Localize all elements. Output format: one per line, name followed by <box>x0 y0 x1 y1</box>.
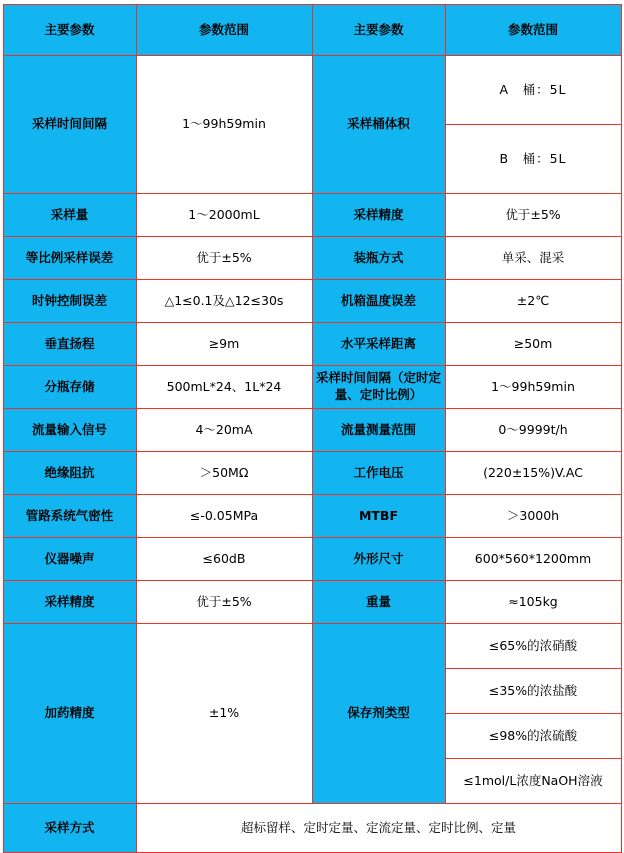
row-value-preservative-4: ≤1mol/L浓度NaOH溶液 <box>445 759 621 804</box>
row-value-sampling-mode: 超标留样、定时定量、定流定量、定时比例、定量 <box>136 804 621 853</box>
row-value-barrel-a: A 桶：5L <box>445 56 621 125</box>
row-label-sampling-interval: 采样时间间隔 <box>3 56 136 194</box>
specification-table <box>3 4 622 853</box>
table-row <box>3 194 621 237</box>
row-value-preservative-2: ≤35%的浓盐酸 <box>445 669 621 714</box>
row-value-cabinet-temp-error: ±2℃ <box>445 280 621 323</box>
row-value-sampling-accuracy-2: 优于±5% <box>136 581 312 624</box>
row-label-bottling-mode: 装瓶方式 <box>312 237 445 280</box>
row-value-clock-error: △1≤0.1及△12≤30s <box>136 280 312 323</box>
table-row <box>3 56 621 125</box>
table-header-row <box>3 5 621 56</box>
row-value-instrument-noise: ≤60dB <box>136 538 312 581</box>
table-row <box>3 581 621 624</box>
row-value-sampling-interval-timed: 1～99h59min <box>445 366 621 409</box>
row-value-dimensions: 600*560*1200mm <box>445 538 621 581</box>
row-label-proportional-error: 等比例采样误差 <box>3 237 136 280</box>
row-value-insulation-impedance: ＞50MΩ <box>136 452 312 495</box>
row-label-horizontal-distance: 水平采样距离 <box>312 323 445 366</box>
row-value-horizontal-distance: ≥50m <box>445 323 621 366</box>
row-label-dimensions: 外形尺寸 <box>312 538 445 581</box>
row-label-sampling-mode: 采样方式 <box>3 804 136 853</box>
row-value-sampling-interval: 1～99h59min <box>136 56 312 194</box>
column-header-param-1: 主要参数 <box>3 5 136 56</box>
row-value-mtbf: ＞3000h <box>445 495 621 538</box>
row-value-vertical-lift: ≥9m <box>136 323 312 366</box>
row-label-sampling-accuracy-2: 采样精度 <box>3 581 136 624</box>
row-value-weight: ≈105kg <box>445 581 621 624</box>
row-value-bottle-storage: 500mL*24、1L*24 <box>136 366 312 409</box>
row-label-sampling-accuracy-1: 采样精度 <box>312 194 445 237</box>
row-label-flow-input-signal: 流量输入信号 <box>3 409 136 452</box>
column-header-range-2: 参数范围 <box>445 5 621 56</box>
row-value-working-voltage: (220±15%)V.AC <box>445 452 621 495</box>
table-footer-row <box>3 804 621 853</box>
table-row <box>3 366 621 409</box>
row-value-dosing-accuracy: ±1% <box>136 624 312 804</box>
row-value-proportional-error: 优于±5% <box>136 237 312 280</box>
row-value-barrel-b: B 桶：5L <box>445 125 621 194</box>
row-value-preservative-1: ≤65%的浓硝酸 <box>445 624 621 669</box>
row-value-sampling-volume: 1～2000mL <box>136 194 312 237</box>
row-label-pipeline-airtightness: 管路系统气密性 <box>3 495 136 538</box>
row-label-flow-measure-range: 流量测量范围 <box>312 409 445 452</box>
table-row <box>3 624 621 669</box>
table-row <box>3 452 621 495</box>
row-value-flow-input-signal: 4～20mA <box>136 409 312 452</box>
column-header-range-1: 参数范围 <box>136 5 312 56</box>
row-label-cabinet-temp-error: 机箱温度误差 <box>312 280 445 323</box>
table-row <box>3 280 621 323</box>
table-row <box>3 409 621 452</box>
row-value-pipeline-airtightness: ≤-0.05MPa <box>136 495 312 538</box>
table-row <box>3 323 621 366</box>
row-label-vertical-lift: 垂直扬程 <box>3 323 136 366</box>
row-label-mtbf: MTBF <box>312 495 445 538</box>
table-row <box>3 495 621 538</box>
row-value-bottling-mode: 单采、混采 <box>445 237 621 280</box>
row-label-insulation-impedance: 绝缘阻抗 <box>3 452 136 495</box>
column-header-param-2: 主要参数 <box>312 5 445 56</box>
table-row <box>3 538 621 581</box>
row-label-working-voltage: 工作电压 <box>312 452 445 495</box>
table-row <box>3 237 621 280</box>
row-value-preservative-3: ≤98%的浓硫酸 <box>445 714 621 759</box>
row-label-dosing-accuracy: 加药精度 <box>3 624 136 804</box>
row-value-sampling-accuracy-1: 优于±5% <box>445 194 621 237</box>
row-label-sampling-interval-timed: 采样时间间隔（定时定量、定时比例） <box>312 366 445 409</box>
row-label-instrument-noise: 仪器噪声 <box>3 538 136 581</box>
row-label-clock-error: 时钟控制误差 <box>3 280 136 323</box>
row-label-bottle-storage: 分瓶存储 <box>3 366 136 409</box>
row-label-weight: 重量 <box>312 581 445 624</box>
row-label-barrel-volume: 采样桶体积 <box>312 56 445 194</box>
row-label-sampling-volume: 采样量 <box>3 194 136 237</box>
row-value-flow-measure-range: 0～9999t/h <box>445 409 621 452</box>
row-label-preservative-type: 保存剂类型 <box>312 624 445 804</box>
